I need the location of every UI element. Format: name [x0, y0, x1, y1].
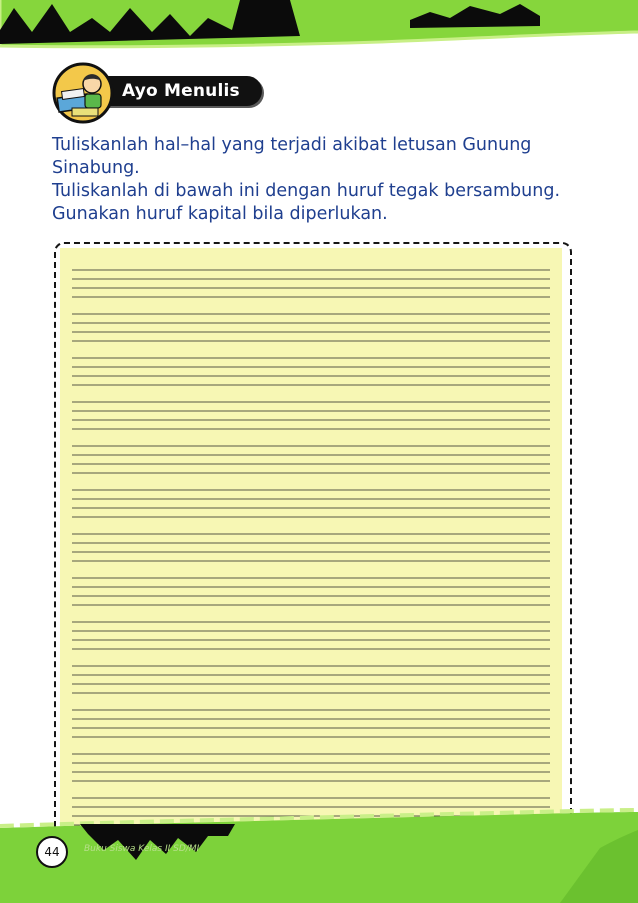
instruction-line: Tuliskanlah hal–hal yang terjadi akibat letusan Gunung Sinabung. — [52, 135, 532, 178]
instructions — [52, 134, 592, 226]
writing-frame-border — [54, 242, 572, 834]
page-number: 44 — [36, 836, 68, 868]
book-title: Buku Siswa Kelas II SD/MI — [84, 844, 200, 854]
instruction-line: Gunakan huruf kapital bila diperlukan. — [52, 204, 388, 224]
section-title: Ayo Menulis — [122, 81, 240, 101]
section-badge — [52, 62, 264, 116]
instruction-line: Tuliskanlah di bawah ini dengan huruf tegak bersambung. — [52, 181, 561, 201]
child-writing-book-icon — [52, 62, 114, 124]
header-decoration — [0, 0, 638, 60]
